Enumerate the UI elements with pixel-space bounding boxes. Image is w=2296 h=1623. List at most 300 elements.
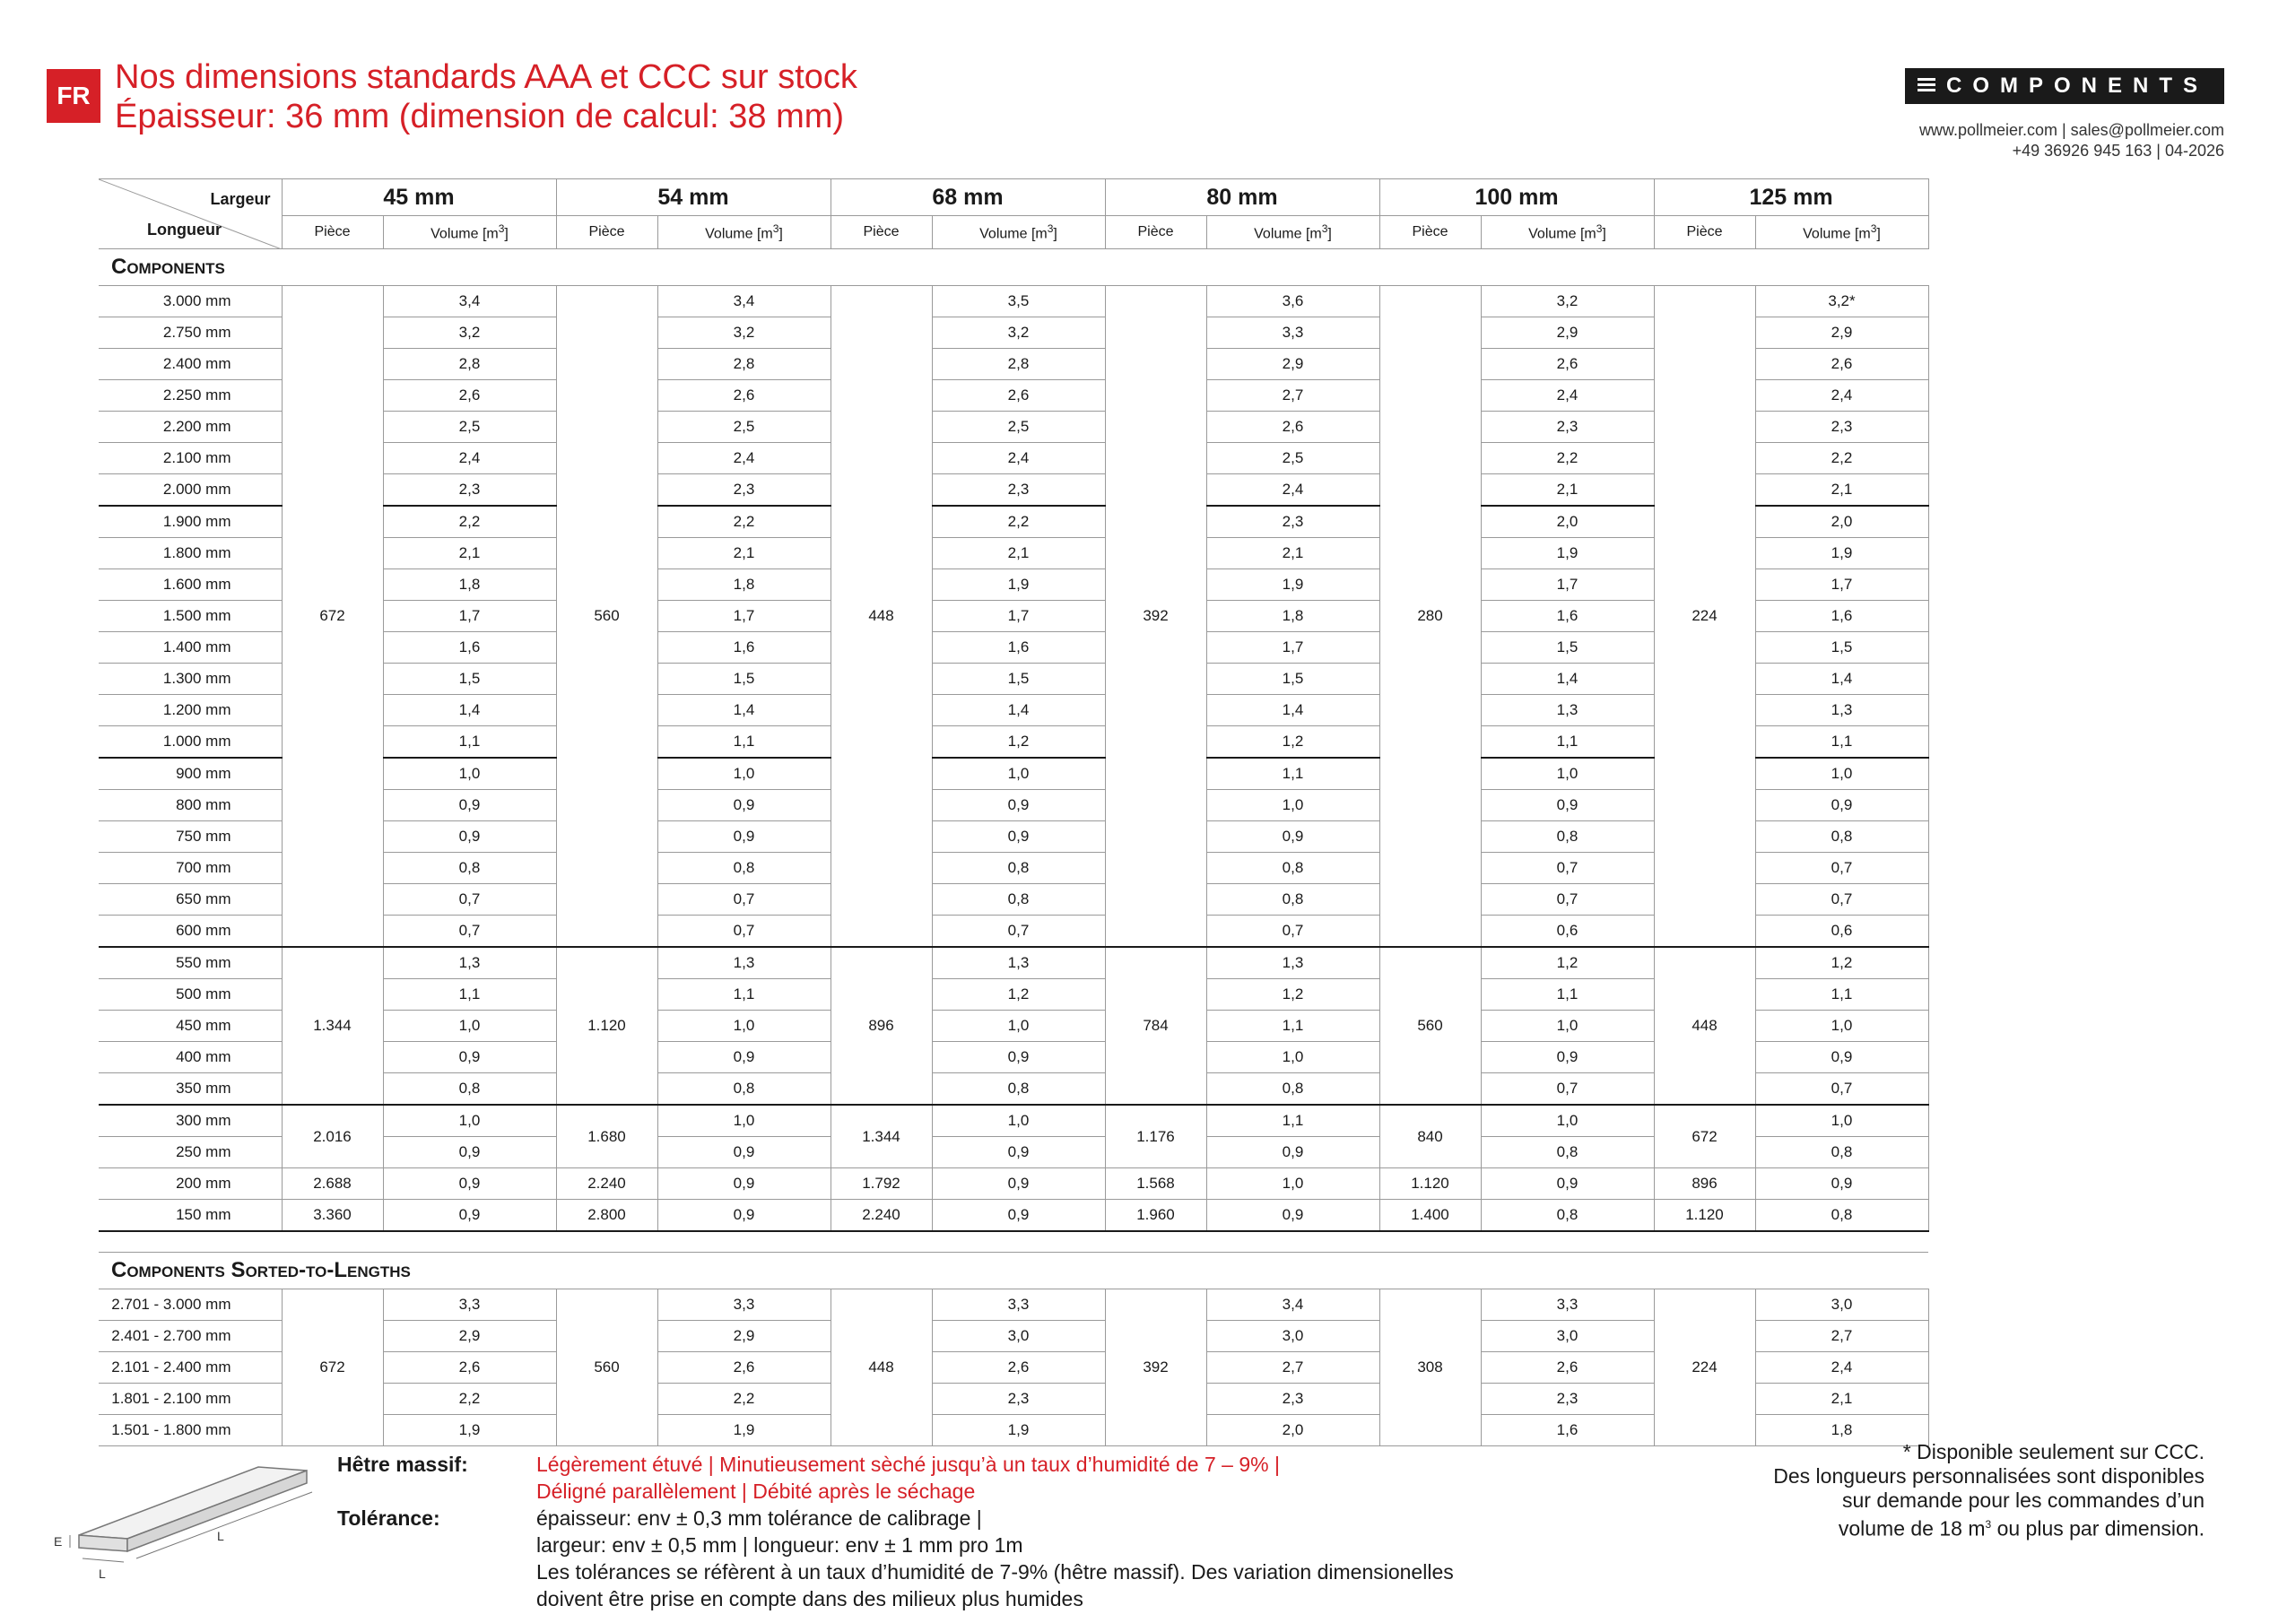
piece-cell: 840 bbox=[1379, 1105, 1481, 1168]
tolerance-line-2: largeur: env ± 0,5 mm | longueur: env ± 1 mm pro 1m bbox=[536, 1533, 1023, 1557]
volume-cell: 1,5 bbox=[1206, 664, 1379, 695]
volume-cell: 2,1 bbox=[1755, 1384, 1928, 1415]
material-line-1: Légèrement étuvé | Minutieusement sèché jusqu’à un taux d’humidité de 7 – 9% | bbox=[536, 1453, 1280, 1476]
table-corner bbox=[99, 179, 282, 249]
width-header: 54 mm bbox=[556, 179, 831, 216]
volume-cell: 0,8 bbox=[1755, 1200, 1928, 1232]
length-cell: 500 mm bbox=[99, 979, 282, 1011]
volume-cell: 0,9 bbox=[657, 821, 831, 853]
volume-cell: 0,8 bbox=[1481, 821, 1654, 853]
length-cell: 2.750 mm bbox=[99, 317, 282, 349]
volume-cell: 2,5 bbox=[657, 412, 831, 443]
volume-cell: 1,1 bbox=[657, 726, 831, 759]
volume-cell: 0,8 bbox=[1206, 884, 1379, 916]
piece-header: Pièce bbox=[556, 216, 657, 249]
volume-cell: 2,2 bbox=[1481, 443, 1654, 474]
volume-cell: 1,7 bbox=[657, 601, 831, 632]
volume-cell: 3,4 bbox=[1206, 1289, 1379, 1321]
volume-cell: 0,8 bbox=[1206, 853, 1379, 884]
volume-cell: 3,4 bbox=[383, 286, 556, 317]
page-title bbox=[115, 57, 857, 136]
volume-header-text: Volume [m bbox=[705, 226, 773, 242]
volume-cell: 0,8 bbox=[657, 1073, 831, 1106]
dimensions-table bbox=[99, 178, 1929, 1446]
volume-cell: 0,8 bbox=[1206, 1073, 1379, 1106]
volume-cell: 3,2 bbox=[657, 317, 831, 349]
table-row bbox=[99, 286, 1928, 317]
volume-cell: 0,9 bbox=[657, 1042, 831, 1073]
length-axis-label: Longueur bbox=[147, 221, 222, 239]
volume-cell: 1,5 bbox=[1755, 632, 1928, 664]
volume-cell: 1,2 bbox=[932, 979, 1105, 1011]
piece-cell: 392 bbox=[1105, 286, 1206, 948]
spec-values bbox=[536, 1451, 1454, 1612]
volume-cell: 2,8 bbox=[932, 349, 1105, 380]
piece-cell: 672 bbox=[282, 286, 383, 948]
volume-cell: 0,7 bbox=[657, 916, 831, 948]
volume-cell: 2,3 bbox=[1206, 506, 1379, 538]
volume-cell: 0,7 bbox=[1206, 916, 1379, 948]
volume-cell: 0,7 bbox=[1481, 853, 1654, 884]
volume-cell: 1,1 bbox=[383, 726, 556, 759]
volume-cell: 1,0 bbox=[932, 1105, 1105, 1137]
volume-cell: 3,5 bbox=[932, 286, 1105, 317]
volume-cell: 1,3 bbox=[932, 947, 1105, 979]
volume-cell: 2,4 bbox=[1755, 380, 1928, 412]
volume-cell: 0,7 bbox=[1755, 1073, 1928, 1106]
width-header: 100 mm bbox=[1379, 179, 1654, 216]
footnote-volume-sup: 3 bbox=[1985, 1518, 1992, 1531]
components-logo bbox=[1905, 68, 2224, 104]
volume-cell: 2,6 bbox=[932, 380, 1105, 412]
volume-cell: 2,7 bbox=[1755, 1321, 1928, 1352]
volume-cell: 1,4 bbox=[932, 695, 1105, 726]
volume-cell: 1,9 bbox=[932, 1415, 1105, 1446]
piece-cell: 1.344 bbox=[831, 1105, 932, 1168]
logo-text: COMPONENTS bbox=[1946, 74, 2209, 98]
volume-cell: 0,9 bbox=[657, 1137, 831, 1168]
footnote-volume-text: volume de 18 m bbox=[1838, 1516, 1986, 1541]
table-row bbox=[99, 1289, 1928, 1321]
volume-cell: 2,1 bbox=[1481, 474, 1654, 507]
volume-cell: 2,4 bbox=[1755, 1352, 1928, 1384]
footnote-custom-1: Des longueurs personnalisées sont disponibles bbox=[1773, 1464, 2205, 1488]
volume-cell: 0,9 bbox=[1206, 821, 1379, 853]
piece-cell: 896 bbox=[1654, 1168, 1755, 1200]
volume-cell: 0,9 bbox=[932, 1168, 1105, 1200]
piece-cell: 1.176 bbox=[1105, 1105, 1206, 1168]
volume-cell: 0,9 bbox=[932, 790, 1105, 821]
volume-cell: 2,2 bbox=[1755, 443, 1928, 474]
volume-cell: 1,3 bbox=[1206, 947, 1379, 979]
volume-cell: 2,3 bbox=[1481, 1384, 1654, 1415]
volume-cell: 2,1 bbox=[657, 538, 831, 569]
title-line-2: Épaisseur: 36 mm (dimension de calcul: 38 mm) bbox=[115, 98, 845, 135]
volume-header bbox=[1206, 216, 1379, 249]
volume-cell: 0,9 bbox=[932, 821, 1105, 853]
volume-cell: 2,9 bbox=[1206, 349, 1379, 380]
volume-cell: 1,7 bbox=[1755, 569, 1928, 601]
volume-cell: 2,0 bbox=[1755, 506, 1928, 538]
volume-cell: 0,9 bbox=[657, 1200, 831, 1232]
length-cell: 200 mm bbox=[99, 1168, 282, 1200]
volume-cell: 1,1 bbox=[657, 979, 831, 1011]
volume-cell: 0,6 bbox=[1481, 916, 1654, 948]
section-header-row bbox=[99, 1253, 1928, 1289]
volume-cell: 0,8 bbox=[1755, 1137, 1928, 1168]
piece-cell: 896 bbox=[831, 947, 932, 1105]
piece-header: Pièce bbox=[1379, 216, 1481, 249]
volume-cell: 3,2 bbox=[932, 317, 1105, 349]
volume-cell: 3,0 bbox=[1206, 1321, 1379, 1352]
piece-cell: 2.240 bbox=[831, 1200, 932, 1232]
volume-cell: 0,9 bbox=[383, 1042, 556, 1073]
section-header-row bbox=[99, 249, 1928, 286]
volume-header-sup: 3 bbox=[772, 221, 779, 235]
volume-cell: 1,0 bbox=[383, 1011, 556, 1042]
volume-cell: 1,0 bbox=[1481, 758, 1654, 790]
tolerance-label: Tolérance: bbox=[337, 1506, 440, 1530]
volume-header bbox=[1481, 216, 1654, 249]
volume-cell: 2,6 bbox=[1481, 349, 1654, 380]
board-label-length: L bbox=[217, 1529, 224, 1543]
piece-header: Pièce bbox=[282, 216, 383, 249]
table-row bbox=[99, 1168, 1928, 1200]
volume-header-suffix: ] bbox=[504, 226, 509, 242]
volume-cell: 0,9 bbox=[1481, 1042, 1654, 1073]
piece-cell: 560 bbox=[556, 1289, 657, 1446]
subheader-row bbox=[99, 216, 1928, 249]
volume-cell: 2,2 bbox=[383, 506, 556, 538]
volume-cell: 1,5 bbox=[932, 664, 1105, 695]
volume-cell: 1,9 bbox=[932, 569, 1105, 601]
volume-cell: 1,0 bbox=[383, 1105, 556, 1137]
tolerance-line-3: Les tolérances se réfèrent à un taux d’humidité de 7-9% (hêtre massif). Des variation dimensionelles bbox=[536, 1560, 1454, 1584]
volume-cell: 0,9 bbox=[1481, 1168, 1654, 1200]
volume-header-suffix: ] bbox=[1327, 226, 1332, 242]
volume-cell: 3,6 bbox=[1206, 286, 1379, 317]
volume-cell: 0,7 bbox=[1755, 884, 1928, 916]
length-cell: 3.000 mm bbox=[99, 286, 282, 317]
length-cell: 1.000 mm bbox=[99, 726, 282, 759]
volume-header-suffix: ] bbox=[778, 226, 783, 242]
volume-cell: 1,0 bbox=[383, 758, 556, 790]
volume-cell: 1,7 bbox=[1481, 569, 1654, 601]
volume-cell: 2,4 bbox=[383, 443, 556, 474]
volume-header-text: Volume [m bbox=[979, 226, 1048, 242]
volume-cell: 0,8 bbox=[1481, 1200, 1654, 1232]
volume-cell: 1,1 bbox=[1481, 979, 1654, 1011]
volume-cell: 1,1 bbox=[1755, 979, 1928, 1011]
volume-cell: 0,8 bbox=[932, 853, 1105, 884]
length-cell: 150 mm bbox=[99, 1200, 282, 1232]
volume-cell: 1,6 bbox=[932, 632, 1105, 664]
piece-cell: 224 bbox=[1654, 1289, 1755, 1446]
footnote-custom-3 bbox=[1773, 1513, 2205, 1541]
volume-cell: 0,7 bbox=[1755, 853, 1928, 884]
board-dimension-icon bbox=[47, 1458, 334, 1584]
volume-cell: 2,2 bbox=[657, 1384, 831, 1415]
volume-cell: 0,9 bbox=[657, 1168, 831, 1200]
length-cell: 800 mm bbox=[99, 790, 282, 821]
volume-cell: 1,7 bbox=[383, 601, 556, 632]
volume-cell: 3,3 bbox=[1206, 317, 1379, 349]
piece-cell: 1.680 bbox=[556, 1105, 657, 1168]
volume-cell: 2,2 bbox=[657, 506, 831, 538]
piece-cell: 448 bbox=[831, 1289, 932, 1446]
volume-cell: 3,4 bbox=[657, 286, 831, 317]
volume-header-sup: 3 bbox=[1047, 221, 1054, 235]
material-line-2: Déligné parallèlement | Débité après le séchage bbox=[536, 1480, 976, 1503]
length-cell: 2.101 - 2.400 mm bbox=[99, 1352, 282, 1384]
piece-cell: 2.016 bbox=[282, 1105, 383, 1168]
volume-cell: 0,8 bbox=[383, 1073, 556, 1106]
volume-cell: 1,0 bbox=[657, 1105, 831, 1137]
piece-cell: 448 bbox=[1654, 947, 1755, 1105]
volume-cell: 0,9 bbox=[383, 821, 556, 853]
volume-cell: 2,8 bbox=[657, 349, 831, 380]
volume-cell: 1,4 bbox=[383, 695, 556, 726]
table-row bbox=[99, 1200, 1928, 1232]
volume-header bbox=[1755, 216, 1928, 249]
length-cell: 1.200 mm bbox=[99, 695, 282, 726]
volume-cell: 2,6 bbox=[1206, 412, 1379, 443]
width-header: 80 mm bbox=[1105, 179, 1379, 216]
volume-cell: 2,5 bbox=[932, 412, 1105, 443]
volume-cell: 3,2 bbox=[383, 317, 556, 349]
piece-header: Pièce bbox=[831, 216, 932, 249]
footnote bbox=[1773, 1440, 2205, 1541]
volume-cell: 2,6 bbox=[657, 380, 831, 412]
volume-cell: 0,9 bbox=[932, 1200, 1105, 1232]
volume-cell: 1,8 bbox=[1206, 601, 1379, 632]
volume-cell: 2,3 bbox=[932, 474, 1105, 507]
volume-cell: 2,7 bbox=[1206, 1352, 1379, 1384]
length-cell: 1.600 mm bbox=[99, 569, 282, 601]
length-cell: 900 mm bbox=[99, 758, 282, 790]
volume-cell: 1,4 bbox=[1755, 664, 1928, 695]
tolerance-line-4: doivent être prise en compte dans des milieux plus humides bbox=[536, 1587, 1083, 1610]
volume-header bbox=[383, 216, 556, 249]
width-header: 68 mm bbox=[831, 179, 1105, 216]
length-cell: 2.250 mm bbox=[99, 380, 282, 412]
volume-cell: 1,4 bbox=[1481, 664, 1654, 695]
volume-cell: 0,7 bbox=[1481, 1073, 1654, 1106]
volume-cell: 1,5 bbox=[1481, 632, 1654, 664]
volume-cell: 3,3 bbox=[657, 1289, 831, 1321]
piece-cell: 560 bbox=[556, 286, 657, 948]
contact-info bbox=[1919, 120, 2224, 161]
volume-cell: 2,4 bbox=[932, 443, 1105, 474]
length-cell: 750 mm bbox=[99, 821, 282, 853]
piece-cell: 1.568 bbox=[1105, 1168, 1206, 1200]
volume-cell: 3,0 bbox=[1481, 1321, 1654, 1352]
volume-cell: 1,1 bbox=[383, 979, 556, 1011]
volume-cell: 2,3 bbox=[1755, 412, 1928, 443]
language-badge: FR bbox=[47, 69, 100, 123]
volume-cell: 2,5 bbox=[383, 412, 556, 443]
volume-cell: 2,6 bbox=[1481, 1352, 1654, 1384]
volume-cell: 1,1 bbox=[1206, 1011, 1379, 1042]
length-cell: 1.800 mm bbox=[99, 538, 282, 569]
table-row bbox=[99, 947, 1928, 979]
length-cell: 300 mm bbox=[99, 1105, 282, 1137]
length-cell: 2.401 - 2.700 mm bbox=[99, 1321, 282, 1352]
length-cell: 1.500 mm bbox=[99, 601, 282, 632]
volume-header-suffix: ] bbox=[1602, 226, 1606, 242]
volume-cell: 1,0 bbox=[1755, 758, 1928, 790]
volume-cell: 2,9 bbox=[1481, 317, 1654, 349]
volume-cell: 0,9 bbox=[657, 790, 831, 821]
volume-cell: 1,4 bbox=[1206, 695, 1379, 726]
length-cell: 700 mm bbox=[99, 853, 282, 884]
length-cell: 1.501 - 1.800 mm bbox=[99, 1415, 282, 1446]
length-cell: 2.400 mm bbox=[99, 349, 282, 380]
section-gap bbox=[99, 1231, 1928, 1253]
section-gap-cell bbox=[99, 1231, 1928, 1253]
volume-cell: 0,9 bbox=[932, 1137, 1105, 1168]
volume-cell: 1,4 bbox=[657, 695, 831, 726]
length-cell: 2.701 - 3.000 mm bbox=[99, 1289, 282, 1321]
volume-cell: 0,9 bbox=[383, 1168, 556, 1200]
volume-header-text: Volume [m bbox=[1528, 226, 1596, 242]
width-header: 45 mm bbox=[282, 179, 556, 216]
volume-cell: 1,0 bbox=[1481, 1011, 1654, 1042]
table-row bbox=[99, 1105, 1928, 1137]
volume-header-text: Volume [m bbox=[430, 226, 499, 242]
volume-cell: 2,0 bbox=[1481, 506, 1654, 538]
volume-header-sup: 3 bbox=[1321, 221, 1328, 235]
volume-cell: 0,7 bbox=[383, 884, 556, 916]
volume-cell: 1,7 bbox=[1206, 632, 1379, 664]
volume-cell: 1,5 bbox=[657, 664, 831, 695]
board-label-thickness: E bbox=[54, 1534, 63, 1549]
length-cell: 650 mm bbox=[99, 884, 282, 916]
piece-cell: 448 bbox=[831, 286, 932, 948]
volume-cell: 2,1 bbox=[1206, 538, 1379, 569]
volume-cell: 1,3 bbox=[1481, 695, 1654, 726]
volume-cell: 1,3 bbox=[1755, 695, 1928, 726]
spacer-line bbox=[337, 1478, 468, 1505]
logo-lines-icon bbox=[1918, 78, 1935, 94]
material-label: Hêtre massif: bbox=[337, 1453, 468, 1476]
section-title: Components Sorted-to-Lengths bbox=[99, 1253, 1928, 1289]
volume-cell: 0,9 bbox=[383, 790, 556, 821]
volume-cell: 1,0 bbox=[657, 1011, 831, 1042]
volume-cell: 1,0 bbox=[1206, 790, 1379, 821]
volume-cell: 0,9 bbox=[1755, 790, 1928, 821]
volume-cell: 1,0 bbox=[1206, 1168, 1379, 1200]
piece-cell: 2.240 bbox=[556, 1168, 657, 1200]
volume-cell: 2,9 bbox=[1755, 317, 1928, 349]
volume-header-sup: 3 bbox=[1870, 221, 1877, 235]
footnote-ccc: * Disponible seulement sur CCC. bbox=[1902, 1440, 2205, 1463]
volume-cell: 1,1 bbox=[1206, 1105, 1379, 1137]
volume-cell: 1,9 bbox=[657, 1415, 831, 1446]
volume-cell: 2,1 bbox=[932, 538, 1105, 569]
volume-cell: 2,6 bbox=[383, 380, 556, 412]
length-cell: 1.801 - 2.100 mm bbox=[99, 1384, 282, 1415]
volume-cell: 1,0 bbox=[1755, 1011, 1928, 1042]
volume-cell: 2,9 bbox=[657, 1321, 831, 1352]
length-cell: 450 mm bbox=[99, 1011, 282, 1042]
volume-cell: 1,0 bbox=[657, 758, 831, 790]
volume-header-text: Volume [m bbox=[1803, 226, 1871, 242]
board-label-width: L bbox=[99, 1567, 106, 1581]
volume-cell: 2,4 bbox=[1206, 474, 1379, 507]
volume-cell: 3,3 bbox=[932, 1289, 1105, 1321]
volume-cell: 1,6 bbox=[1481, 1415, 1654, 1446]
length-cell: 550 mm bbox=[99, 947, 282, 979]
volume-cell: 0,9 bbox=[383, 1137, 556, 1168]
volume-cell: 2,6 bbox=[1755, 349, 1928, 380]
piece-header: Pièce bbox=[1654, 216, 1755, 249]
volume-cell: 1,9 bbox=[1755, 538, 1928, 569]
volume-cell: 1,0 bbox=[1755, 1105, 1928, 1137]
length-cell: 2.000 mm bbox=[99, 474, 282, 507]
volume-cell: 0,8 bbox=[1481, 1137, 1654, 1168]
volume-cell: 1,2 bbox=[1206, 726, 1379, 759]
volume-cell: 2,1 bbox=[1755, 474, 1928, 507]
width-header: 125 mm bbox=[1654, 179, 1928, 216]
piece-cell: 1.120 bbox=[1654, 1200, 1755, 1232]
volume-cell: 1,2 bbox=[932, 726, 1105, 759]
piece-cell: 784 bbox=[1105, 947, 1206, 1105]
volume-cell: 2,6 bbox=[932, 1352, 1105, 1384]
piece-cell: 308 bbox=[1379, 1289, 1481, 1446]
volume-cell: 2,9 bbox=[383, 1321, 556, 1352]
volume-cell: 3,2* bbox=[1755, 286, 1928, 317]
length-cell: 400 mm bbox=[99, 1042, 282, 1073]
volume-cell: 2,7 bbox=[1206, 380, 1379, 412]
volume-cell: 1,0 bbox=[932, 1011, 1105, 1042]
piece-cell: 1.400 bbox=[1379, 1200, 1481, 1232]
piece-cell: 1.120 bbox=[1379, 1168, 1481, 1200]
volume-cell: 0,7 bbox=[932, 916, 1105, 948]
volume-cell: 1,5 bbox=[383, 664, 556, 695]
volume-cell: 2,3 bbox=[657, 474, 831, 507]
piece-cell: 672 bbox=[1654, 1105, 1755, 1168]
volume-cell: 2,2 bbox=[932, 506, 1105, 538]
volume-cell: 0,9 bbox=[1755, 1168, 1928, 1200]
volume-cell: 0,8 bbox=[932, 884, 1105, 916]
length-cell: 1.400 mm bbox=[99, 632, 282, 664]
volume-cell: 1,1 bbox=[1206, 758, 1379, 790]
volume-cell: 1,8 bbox=[383, 569, 556, 601]
volume-cell: 3,0 bbox=[1755, 1289, 1928, 1321]
volume-cell: 1,6 bbox=[383, 632, 556, 664]
piece-cell: 1.792 bbox=[831, 1168, 932, 1200]
volume-cell: 0,7 bbox=[1481, 884, 1654, 916]
volume-cell: 2,4 bbox=[657, 443, 831, 474]
piece-cell: 2.688 bbox=[282, 1168, 383, 1200]
volume-cell: 1,8 bbox=[1755, 1415, 1928, 1446]
piece-cell: 1.344 bbox=[282, 947, 383, 1105]
volume-cell: 2,1 bbox=[383, 538, 556, 569]
volume-cell: 2,5 bbox=[1206, 443, 1379, 474]
volume-cell: 2,3 bbox=[1206, 1384, 1379, 1415]
volume-cell: 1,2 bbox=[1206, 979, 1379, 1011]
piece-cell: 280 bbox=[1379, 286, 1481, 948]
volume-header-sup: 3 bbox=[498, 221, 505, 235]
volume-cell: 1,6 bbox=[1481, 601, 1654, 632]
volume-header-sup: 3 bbox=[1596, 221, 1603, 235]
length-cell: 2.100 mm bbox=[99, 443, 282, 474]
volume-cell: 0,9 bbox=[1206, 1200, 1379, 1232]
piece-cell: 392 bbox=[1105, 1289, 1206, 1446]
volume-cell: 0,8 bbox=[657, 853, 831, 884]
length-cell: 350 mm bbox=[99, 1073, 282, 1106]
